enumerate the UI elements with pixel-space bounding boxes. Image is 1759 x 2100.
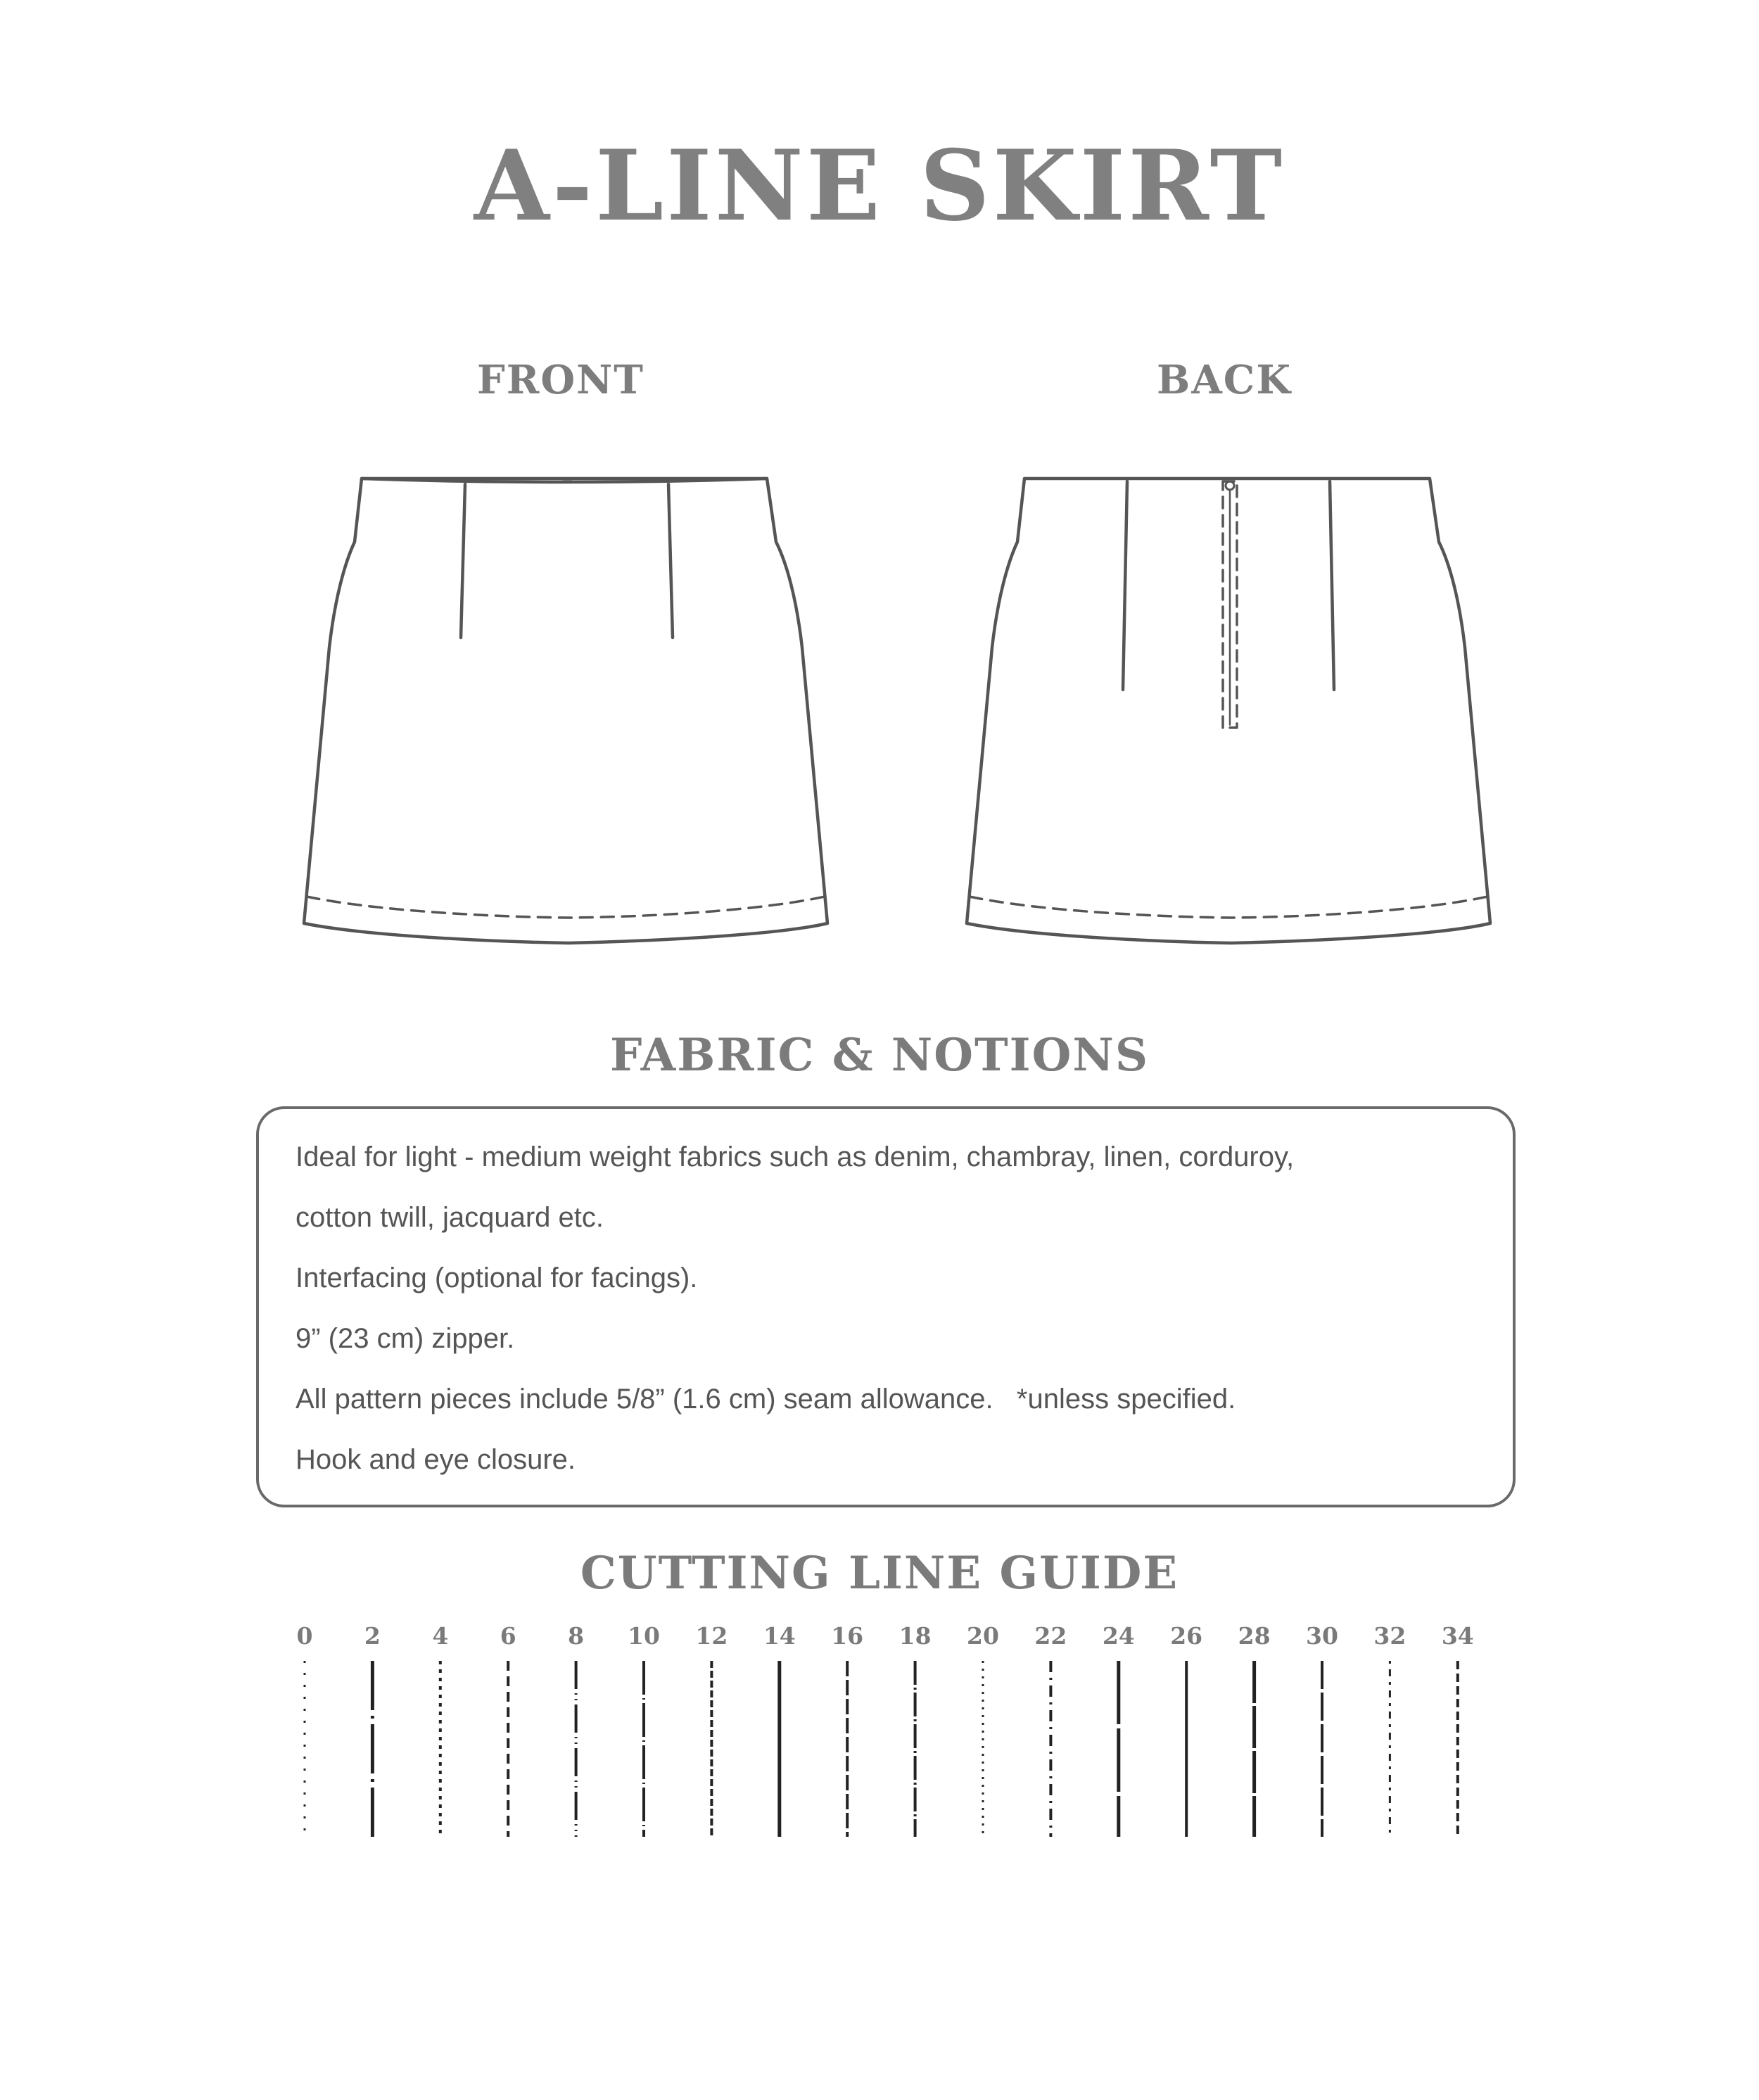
front-hem-stitch [307,897,825,918]
cutting-size-label: 26 [1170,1622,1203,1650]
cutting-size-label: 4 [432,1622,449,1650]
fabric-notions-box [256,1106,1516,1507]
cutting-size-label: 8 [568,1622,585,1650]
skirt-technical-drawings [0,450,1759,957]
front-view-label: FRONT [477,357,644,403]
cutting-size-label: 14 [763,1622,796,1650]
cutting-size-label: 22 [1034,1622,1067,1650]
fabric-notions-title: FABRIC & NOTIONS [609,1029,1150,1082]
notes-line-4: 9” (23 cm) zipper. [296,1323,515,1354]
notes-line-3: Interfacing (optional for facings). [296,1263,698,1293]
cutting-guide-title: CUTTING LINE GUIDE [580,1547,1179,1600]
cutting-size-label: 24 [1102,1622,1135,1650]
cutting-size-label: 28 [1238,1622,1271,1650]
cutting-size-label: 20 [967,1622,999,1650]
cutting-line-guide [0,1619,1759,1865]
back-view-label: BACK [1156,357,1293,403]
cutting-size-label: 2 [364,1622,381,1650]
back-hem-stitch [970,897,1487,918]
notes-line-5: All pattern pieces include 5/8” (1.6 cm) seam allowance. *unless specified. [296,1384,1236,1415]
back-skirt-drawing [967,479,1490,943]
back-skirt-outline [967,479,1490,943]
zipper-pull-icon [1226,481,1234,490]
front-dart-right [668,484,673,638]
cutting-size-label: 10 [628,1622,660,1650]
cutting-size-label: 18 [898,1622,932,1650]
notes-line-6: Hook and eye closure. [296,1444,576,1475]
cutting-size-label: 6 [500,1622,516,1650]
notes-line-1: Ideal for light - medium weight fabrics such as denim, chambray, linen, corduroy, [296,1141,1295,1172]
notes-line-2: cotton twill, jacquard etc. [296,1202,604,1233]
back-dart-right [1330,481,1334,690]
cutting-size-label: 32 [1373,1622,1406,1650]
cutting-size-label: 30 [1306,1622,1338,1650]
cutting-size-label: 34 [1441,1622,1474,1650]
front-skirt-drawing [304,479,827,943]
front-skirt-outline [304,479,827,943]
back-dart-left [1123,481,1127,690]
cutting-size-label: 12 [695,1622,728,1650]
front-dart-left [461,484,465,638]
cutting-size-label: 16 [831,1622,864,1650]
page-title: A-LINE SKIRT [474,128,1285,243]
cutting-size-label: 0 [296,1622,313,1650]
